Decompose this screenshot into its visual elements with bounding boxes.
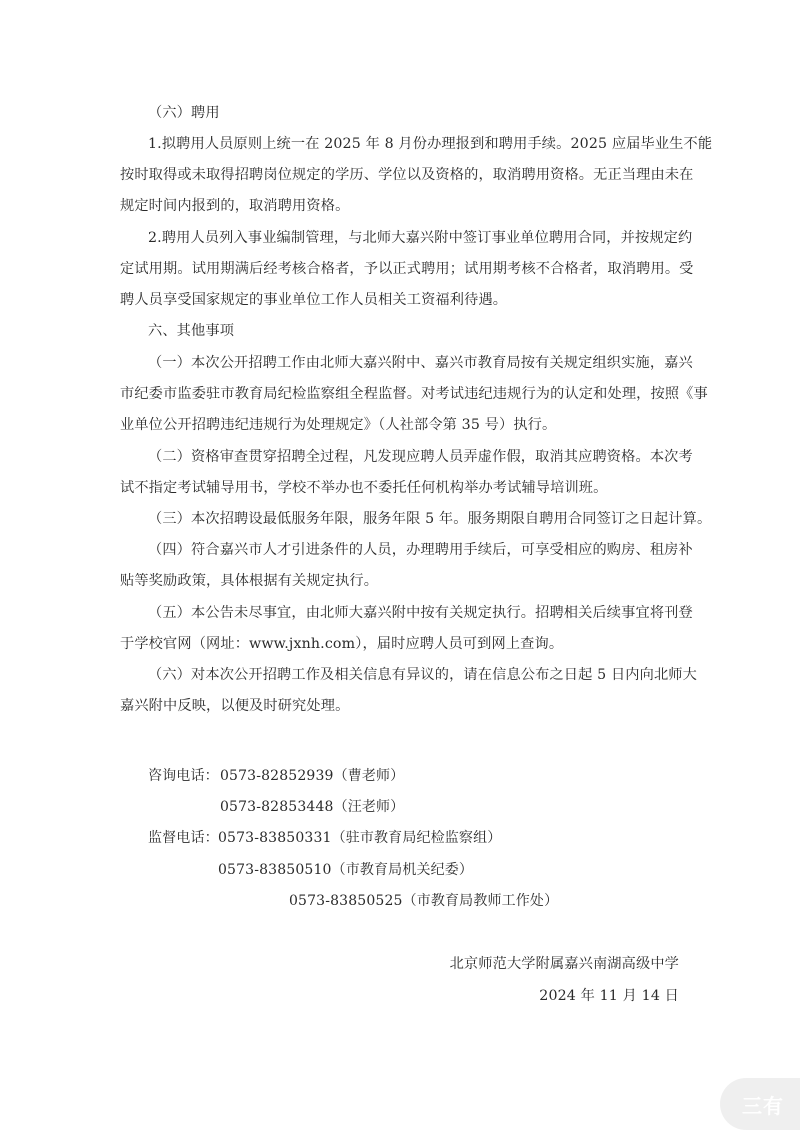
paragraph-line: 业单位公开招聘违纪违规行为处理规定》（人社部令第 35 号）执行。 — [120, 417, 557, 433]
consult-phone-label: 咨询电话： — [148, 768, 219, 784]
section-hire-heading: （六）聘用 — [148, 105, 220, 121]
consult-phone-1: 0573-82852939（曹老师） — [220, 768, 405, 784]
supervise-phone-3: 0573-83850525（市教育局教师工作处） — [289, 893, 559, 909]
supervise-phone-2: 0573-83850510（市教育局机关纪委） — [218, 862, 474, 878]
paragraph-line: 2.聘用人员列入事业编制管理，与北师大嘉兴附中签订事业单位聘用合同，并按规定约 — [148, 230, 693, 246]
paragraph-line: 聘人员享受国家规定的事业单位工作人员相关工资福利待遇。 — [120, 292, 508, 308]
paragraph-line: 市纪委市监委驻市教育局纪检监察组全程监督。对考试违纪违规行为的认定和处理，按照《事 — [120, 386, 708, 402]
consult-phone-2: 0573-82853448（汪老师） — [220, 799, 405, 815]
paragraph-line: 1.拟聘用人员原则上统一在 2025 年 8 月份办理报到和聘用手续。2025 应届毕业生不能 — [148, 136, 713, 152]
paragraph-line: 贴等奖励政策，具体根据有关规定执行。 — [120, 573, 379, 589]
watermark-badge — [720, 1078, 800, 1130]
watermark-text: 三有 — [742, 1094, 784, 1118]
supervise-phone-1: 0573-83850331（驻市教育局纪检监察组） — [218, 830, 502, 846]
paragraph-line: 按时取得或未取得招聘岗位规定的学历、学位以及资格的，取消聘用资格。无正当理由未在 — [120, 167, 694, 183]
section-other-heading: 六、其他事项 — [148, 323, 235, 339]
supervise-phone-label: 监督电话： — [148, 830, 219, 846]
paragraph-line: 定试用期。试用期满后经考核合格者，予以正式聘用；试用期考核不合格者，取消聘用。受 — [120, 261, 694, 277]
paragraph-line: （二）资格审查贯穿招聘全过程，凡发现应聘人员弄虚作假，取消其应聘资格。本次考 — [148, 449, 693, 465]
paragraph-line: （六）对本次公开招聘工作及相关信息有异议的，请在信息公布之日起 5 日内向北师大 — [148, 667, 697, 683]
signature-organization: 北京师范大学附属嘉兴南湖高级中学 — [449, 956, 679, 972]
paragraph-line: （一）本次公开招聘工作由北师大嘉兴附中、嘉兴市教育局按有关规定组织实施，嘉兴 — [148, 355, 693, 371]
signature-date: 2024 年 11 月 14 日 — [539, 988, 679, 1004]
paragraph-line: 于学校官网（网址：www.jxnh.com），届时应聘人员可到网上查询。 — [120, 636, 564, 652]
paragraph-line: （三）本次招聘设最低服务年限，服务年限 5 年。服务期限自聘用合同签订之日起计算。 — [148, 511, 712, 527]
paragraph-line: （四）符合嘉兴市人才引进条件的人员，办理聘用手续后，可享受相应的购房、租房补 — [148, 542, 693, 558]
paragraph-line: 嘉兴附中反映，以便及时研究处理。 — [120, 698, 350, 714]
paragraph-line: （五）本公告未尽事宜，由北师大嘉兴附中按有关规定执行。招聘相关后续事宜将刊登 — [148, 605, 693, 621]
paragraph-line: 规定时间内报到的，取消聘用资格。 — [120, 198, 350, 214]
paragraph-line: 试不指定考试辅导用书，学校不举办也不委托任何机构举办考试辅导培训班。 — [120, 480, 608, 496]
